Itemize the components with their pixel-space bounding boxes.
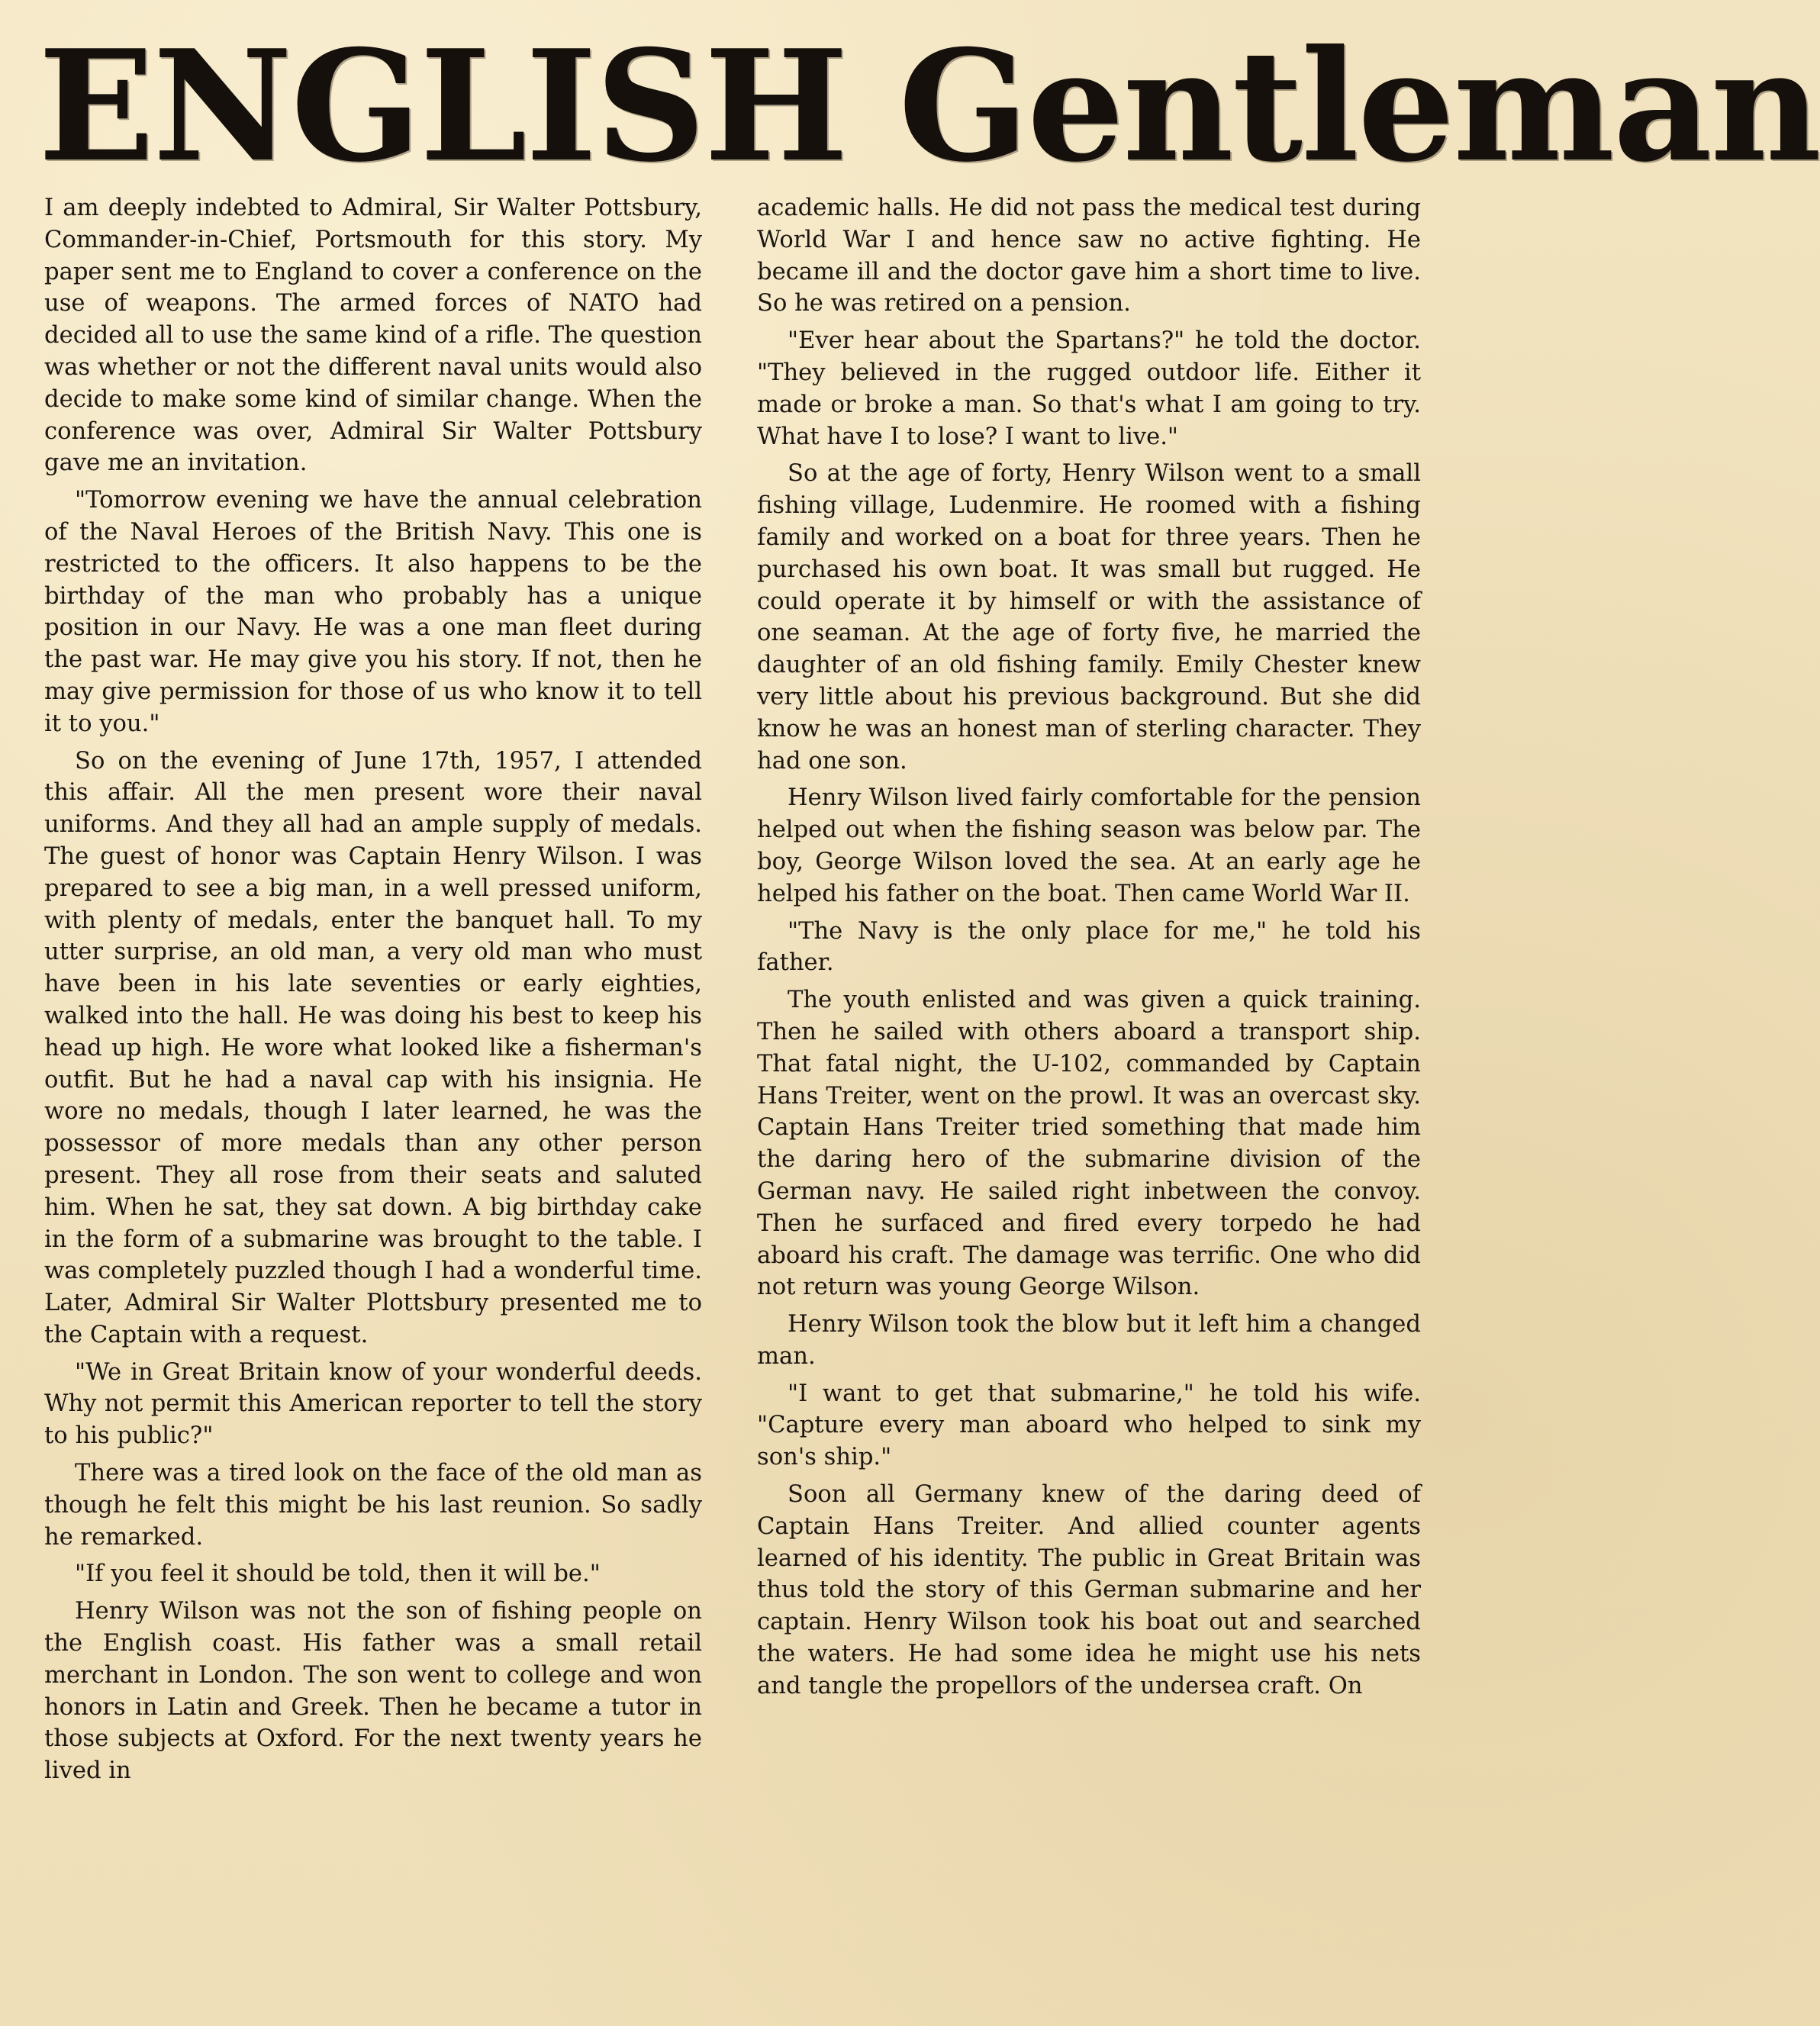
paragraph: There was a tired look on the face of the old man as though he felt this might be his last reunion. So sadly he remarked. [44, 1460, 702, 1551]
paragraph: So on the evening of June 17th, 1957, I attended this affair. All the men present wore their naval uniforms. And they all had an ample supply of medals. The guest of honor was Captain Henry Wilson. I was prepared to see a big man, in a well pressed uniform, with plenty of medals, enter the banquet hall. To my utter surprise, an old man, a very old man who must have been in his late seventies or early eighties, walked into the hall. He was doing his best to keep his head up high. He wore what looked like a fisherman's outfit. But he had a naval cap with his insignia. He wore no medals, though I later learned, he was the possessor of more medals than any other person present. They all rose from their seats and saluted him. When he sat, they sat down. A big birthday cake in the form of a submarine was brought to the table. I was completely puzzled though I had a wonderful time. Later, Admiral Sir Walter Plottsbury presented me to the Captain with a request. [44, 747, 702, 1348]
paragraph: "The Navy is the only place for me," he told his father. [757, 917, 1421, 977]
paragraph: "Ever hear about the Spartans?" he told the doctor. "They believed in the rugged outdoor life. Either it made or broke a man. So that's what I am going to try. What have I to lose? I want to live." [757, 327, 1421, 450]
paragraph: So at the age of forty, Henry Wilson went to a small fishing village, Ludenmire. He roomed with a fishing family and worked on a boat for three years. Then he purchased his own boat. It was small but rugged. He could operate it by himself or with the assistance of one seaman. At the age of forty five, he married the daughter of an old fishing family. Emily Chester knew very little about his previous background. But she did know he was an honest man of sterling character. They had one son. [757, 460, 1421, 775]
paragraph: Soon all Germany knew of the daring deed of Captain Hans Treiter. And allied counter agents learned of his identity. The public in Great Britain was thus told the story of this German submarine and her captain. Henry Wilson took his boat out and searched the waters. He had some idea he might use his nets and tangle the propellors of the undersea craft. On [757, 1481, 1421, 1699]
paragraph: Henry Wilson took the blow but it left him a changed man. [757, 1311, 1421, 1370]
headline: ENGLISH Gentleman [38, 17, 1820, 196]
paragraph: "If you feel it should be told, then it will be." [75, 1561, 601, 1588]
paragraph: The youth enlisted and was given a quick training. Then he sailed with others aboard a transport ship. That fatal night, the U-102, commanded by Captain Hans Treiter, went on the prowl. It was an overcast sky. Captain Hans Treiter tried something that made him the daring hero of the submarine division of the German navy. He sailed right inbetween the convoy. Then he surfaced and fired every torpedo he had aboard his craft. The damage was terrific. One who did not return was young George Wilson. [757, 987, 1421, 1301]
paragraph: "I want to get that submarine," he told his wife. "Capture every man aboard who helped to sink my son's ship." [757, 1380, 1421, 1471]
paragraph: academic halls. He did not pass the medical test during World War I and hence saw no active fighting. He became ill and the doctor gave him a short time to live. So he was retired on a pension. [757, 195, 1421, 317]
left-column [44, 192, 702, 2016]
right-column [757, 192, 1421, 2016]
paragraph: "We in Great Britain know of your wonderful deeds. Why not permit this American reporter to tell the story to his public?" [44, 1358, 702, 1450]
paragraph: "Tomorrow evening we have the annual celebration of the Naval Heroes of the British Navy. This one is restricted to the officers. It also happens to be the birthday of the man who probably has a unique position in our Navy. He was a one man fleet during the past war. He may give you his story. If not, then he may give permission for those of us who know it to tell it to you." [44, 487, 702, 737]
paragraph: Henry Wilson lived fairly comfortable for the pension helped out when the fishing season was below par. The boy, George Wilson loved the sea. At an early age he helped his father on the boat. Then came World War II. [757, 784, 1421, 907]
paragraph: I am deeply indebted to Admiral, Sir Walter Pottsbury, Commander-in-Chief, Portsmouth for this story. My paper sent me to England to cover a conference on the use of weapons. The armed forces of NATO had decided all to use the same kind of a rifle. The question was whether or not the different naval units would also decide to make some kind of similar change. When the conference was over, Admiral Sir Walter Pottsbury gave me an invitation. [44, 195, 702, 477]
paragraph: Henry Wilson was not the son of fishing people on the English coast. His father was a small retail merchant in London. The son went to college and won honors in Latin and Greek. Then he became a tutor in those subjects at Oxford. For the next twenty years he lived in [44, 1598, 702, 1785]
